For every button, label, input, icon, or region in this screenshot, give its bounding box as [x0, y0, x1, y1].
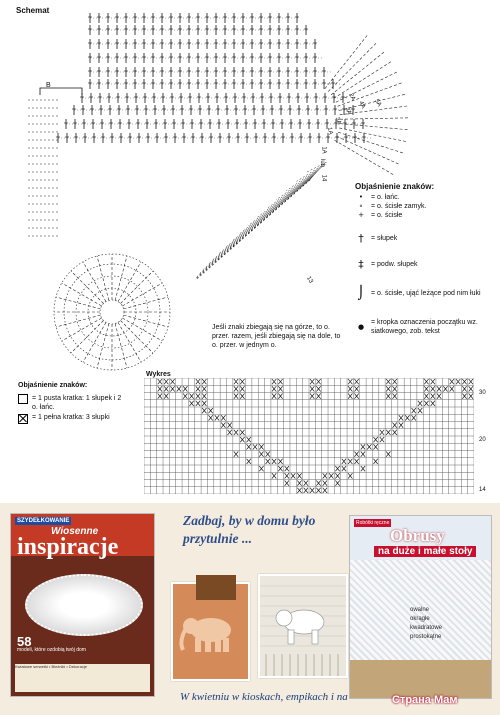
row-label-20: 20	[479, 437, 486, 443]
filled-cell	[208, 408, 212, 413]
filled-cell	[183, 394, 187, 399]
filled-cell	[240, 430, 244, 435]
hook-under-arc-icon: ⌡	[357, 286, 365, 301]
filled-cell	[221, 423, 225, 428]
filled-cell	[164, 394, 168, 399]
filled-cell	[240, 386, 244, 391]
table-photo	[350, 660, 491, 698]
list-item: kwadratowe	[410, 625, 443, 631]
filled-cell	[431, 401, 435, 406]
filled-cell	[348, 459, 352, 464]
label-b: B	[46, 82, 51, 89]
filled-cell	[297, 481, 301, 486]
legend-title: Objaśnienie znaków:	[355, 182, 435, 191]
filled-cell	[272, 473, 276, 478]
filled-cell	[228, 430, 232, 435]
diagram-label: 1A	[320, 146, 327, 154]
filled-cell	[373, 459, 377, 464]
filled-cell	[272, 386, 276, 391]
filled-cell	[202, 401, 206, 406]
filled-cell	[234, 430, 238, 435]
filled-cell	[361, 466, 365, 471]
filled-cell	[196, 401, 200, 406]
filled-cell	[196, 379, 200, 384]
legend-item-empty: = 1 pusta kratka: 1 słupek i 2 o. łańc.	[18, 394, 128, 412]
filled-cell	[348, 473, 352, 478]
magazine-brand: Robótki ręczne	[356, 520, 390, 526]
filled-cell	[215, 415, 219, 420]
filled-cell	[393, 394, 397, 399]
filled-cell	[259, 444, 263, 449]
doily-image	[25, 574, 143, 636]
filled-cell	[335, 481, 339, 486]
filet-curtain-photo	[258, 574, 348, 678]
row-label-30: 30	[479, 390, 486, 396]
filled-cell	[253, 444, 257, 449]
diagram-label: 14	[320, 174, 327, 182]
filled-cell	[247, 459, 251, 464]
diagram-label: lub	[319, 158, 326, 168]
filled-cell	[354, 459, 358, 464]
filled-cell	[278, 394, 282, 399]
filled-cell	[247, 437, 251, 442]
filled-cell	[443, 386, 447, 391]
filled-cell	[259, 466, 263, 471]
filled-cell	[393, 386, 397, 391]
filled-cell	[462, 379, 466, 384]
filled-cell	[310, 386, 314, 391]
filled-cell	[342, 459, 346, 464]
filled-cell	[469, 379, 473, 384]
filled-cell	[158, 379, 162, 384]
chart-legend-title: Objaśnienie znaków:	[18, 382, 88, 389]
filled-cell	[342, 466, 346, 471]
filled-cell	[373, 437, 377, 442]
filled-cell	[221, 415, 225, 420]
crossed-square-icon	[18, 414, 28, 424]
filled-cell	[354, 386, 358, 391]
magazine-subtitle: na duże i małe stoły	[374, 546, 476, 557]
diagram-label: 3A	[343, 106, 352, 116]
filled-cell	[456, 379, 460, 384]
filled-cell	[158, 394, 162, 399]
filled-cell	[310, 379, 314, 384]
filled-cell	[196, 386, 200, 391]
legend-item: † = słupek	[355, 232, 397, 245]
filled-cell	[297, 473, 301, 478]
filled-cell	[323, 488, 327, 493]
diagram-label: 3A	[333, 116, 342, 126]
filled-cell	[285, 473, 289, 478]
filled-cell	[234, 379, 238, 384]
filled-cell	[316, 386, 320, 391]
filled-cell	[380, 430, 384, 435]
filled-cell	[335, 466, 339, 471]
filled-cell	[469, 394, 473, 399]
filled-cell	[240, 437, 244, 442]
magazine-brand: SZYDEŁKOWANIE	[17, 518, 70, 524]
site-watermark: Страна Мам	[392, 694, 458, 706]
filled-cell	[208, 415, 212, 420]
filled-cell	[412, 408, 416, 413]
filled-cell	[285, 481, 289, 486]
filled-cell	[183, 386, 187, 391]
merge-note: Jeśli znaki zbiegają się na górze, to o. przer. razem, jeśli zbiegają się na dole, to o. przer. w jednym o.	[212, 324, 341, 349]
slip-stitch-icon: ∘	[358, 202, 364, 210]
ad-footer-text: W kwietniu w kioskach, empikach i na	[180, 691, 348, 703]
magazine-cover-obrusy[interactable]	[349, 515, 492, 699]
filled-cell	[393, 430, 397, 435]
shape-list	[410, 606, 442, 642]
filled-cell	[329, 473, 333, 478]
diagram-label: 4A	[357, 100, 366, 110]
filled-cell	[158, 386, 162, 391]
filled-cell	[291, 473, 295, 478]
start-dot-icon: ●	[357, 322, 365, 331]
magazine-title: Obrusy	[390, 526, 445, 545]
filled-cell	[304, 488, 308, 493]
filled-cell	[247, 444, 251, 449]
filled-cell	[373, 444, 377, 449]
cover-strip: Kwiatowe serwetki • Bieżniki • Dekoracje	[15, 664, 150, 692]
filled-cell	[469, 386, 473, 391]
filled-cell	[354, 394, 358, 399]
legend-item-full: = 1 pełna kratka: 3 słupki	[18, 414, 110, 424]
wooden-elephant-figurine	[196, 575, 236, 600]
treble-crochet-icon: ‡	[358, 258, 364, 271]
filled-cell	[399, 415, 403, 420]
filled-cell	[272, 459, 276, 464]
single-crochet-icon: +	[358, 211, 364, 219]
filled-cell	[450, 386, 454, 391]
filled-cell	[393, 423, 397, 428]
filled-cell	[431, 379, 435, 384]
filled-cell	[380, 437, 384, 442]
filled-cell	[418, 408, 422, 413]
filled-cell	[177, 386, 181, 391]
filled-cell	[348, 379, 352, 384]
filled-cell	[323, 481, 327, 486]
filled-cell	[234, 386, 238, 391]
filled-cell	[418, 401, 422, 406]
filled-cell	[272, 379, 276, 384]
chain-symbol-icon: •	[358, 193, 364, 201]
chart-title: Wykres	[146, 371, 171, 378]
filled-cell	[354, 379, 358, 384]
filled-cell	[266, 459, 270, 464]
filled-cell	[348, 394, 352, 399]
filled-cell	[228, 423, 232, 428]
schemat-title: Schemat	[16, 6, 50, 15]
filled-cell	[189, 394, 193, 399]
filled-cell	[367, 444, 371, 449]
filled-cell	[196, 394, 200, 399]
filled-cell	[386, 430, 390, 435]
legend-item: + = o. ścisłe	[355, 211, 402, 219]
filled-cell	[431, 386, 435, 391]
filled-cell	[348, 386, 352, 391]
legend-item: ⌡ = o. ścisłe, ująć leżące pod nim łuki	[355, 286, 481, 301]
filled-cell	[316, 394, 320, 399]
elephant-curtain-icon	[260, 576, 346, 676]
filled-cell	[310, 488, 314, 493]
filled-cell	[240, 379, 244, 384]
filled-cell	[240, 394, 244, 399]
filled-cell	[234, 394, 238, 399]
legend-item: ● = kropka oznaczenia początku wz. siatkowego, zob. tekst	[355, 318, 495, 336]
filled-cell	[386, 394, 390, 399]
magazine-title: inspiracje	[17, 534, 119, 560]
filled-cell	[234, 452, 238, 457]
list-item: okrągłe	[410, 616, 430, 622]
filled-cell	[437, 394, 441, 399]
filled-cell	[202, 379, 206, 384]
filled-cell	[266, 452, 270, 457]
diagram-label: 2A	[347, 92, 356, 102]
diagram-label: 5A	[373, 98, 383, 108]
row-label-14: 14	[479, 487, 486, 493]
model-description: modeli, które ozdobią twój dom	[17, 647, 86, 653]
filled-cell	[285, 466, 289, 471]
filled-cell	[272, 394, 276, 399]
filled-cell	[424, 386, 428, 391]
diagram-label: 1A	[326, 126, 334, 136]
filled-cell	[354, 452, 358, 457]
filled-cell	[405, 415, 409, 420]
magazine-subtitle: Wiosenne	[51, 526, 99, 537]
double-crochet-icon: †	[358, 232, 364, 245]
filled-cell	[170, 386, 174, 391]
filled-cell	[259, 452, 263, 457]
filled-cell	[202, 386, 206, 391]
filled-cell	[278, 459, 282, 464]
filled-cell	[278, 466, 282, 471]
filled-cell	[297, 488, 301, 493]
filled-cell	[424, 379, 428, 384]
legend-item: ∘ = o. ścisłe zamyk.	[355, 202, 426, 210]
filled-cell	[431, 394, 435, 399]
filled-cell	[450, 379, 454, 384]
filled-cell	[310, 394, 314, 399]
filled-cell	[316, 379, 320, 384]
filled-cell	[399, 423, 403, 428]
list-item: prostokątne	[410, 634, 442, 640]
filled-cell	[316, 488, 320, 493]
filled-cell	[202, 408, 206, 413]
filled-cell	[316, 481, 320, 486]
filled-cell	[164, 386, 168, 391]
filled-cell	[424, 394, 428, 399]
filled-cell	[361, 444, 365, 449]
filled-cell	[386, 379, 390, 384]
filled-cell	[437, 386, 441, 391]
magazine-cover-inspiracje[interactable]	[10, 513, 155, 697]
diagram-label: 13	[305, 275, 314, 285]
legend-item: ‡ = podw. słupek	[355, 258, 418, 271]
filled-cell	[323, 473, 327, 478]
filled-cell	[393, 379, 397, 384]
filled-cell	[164, 379, 168, 384]
filled-cell	[361, 452, 365, 457]
filled-cell	[202, 394, 206, 399]
legend-item: • = o. łańc.	[355, 193, 400, 201]
filled-cell	[189, 401, 193, 406]
model-count: 58	[17, 634, 32, 649]
filled-cell	[462, 394, 466, 399]
filled-cell	[304, 481, 308, 486]
filled-cell	[412, 415, 416, 420]
filled-cell	[335, 473, 339, 478]
filled-cell	[170, 379, 174, 384]
filet-chart	[144, 378, 474, 494]
filled-cell	[386, 452, 390, 457]
filled-cell	[386, 386, 390, 391]
list-item: owalne	[410, 607, 430, 613]
ad-slogan: Zadbaj, by w domu było przytulnie ...	[183, 513, 316, 546]
empty-square-icon	[18, 394, 28, 404]
filled-cell	[278, 386, 282, 391]
filled-cell	[278, 379, 282, 384]
filled-cell	[424, 401, 428, 406]
filled-cell	[462, 386, 466, 391]
